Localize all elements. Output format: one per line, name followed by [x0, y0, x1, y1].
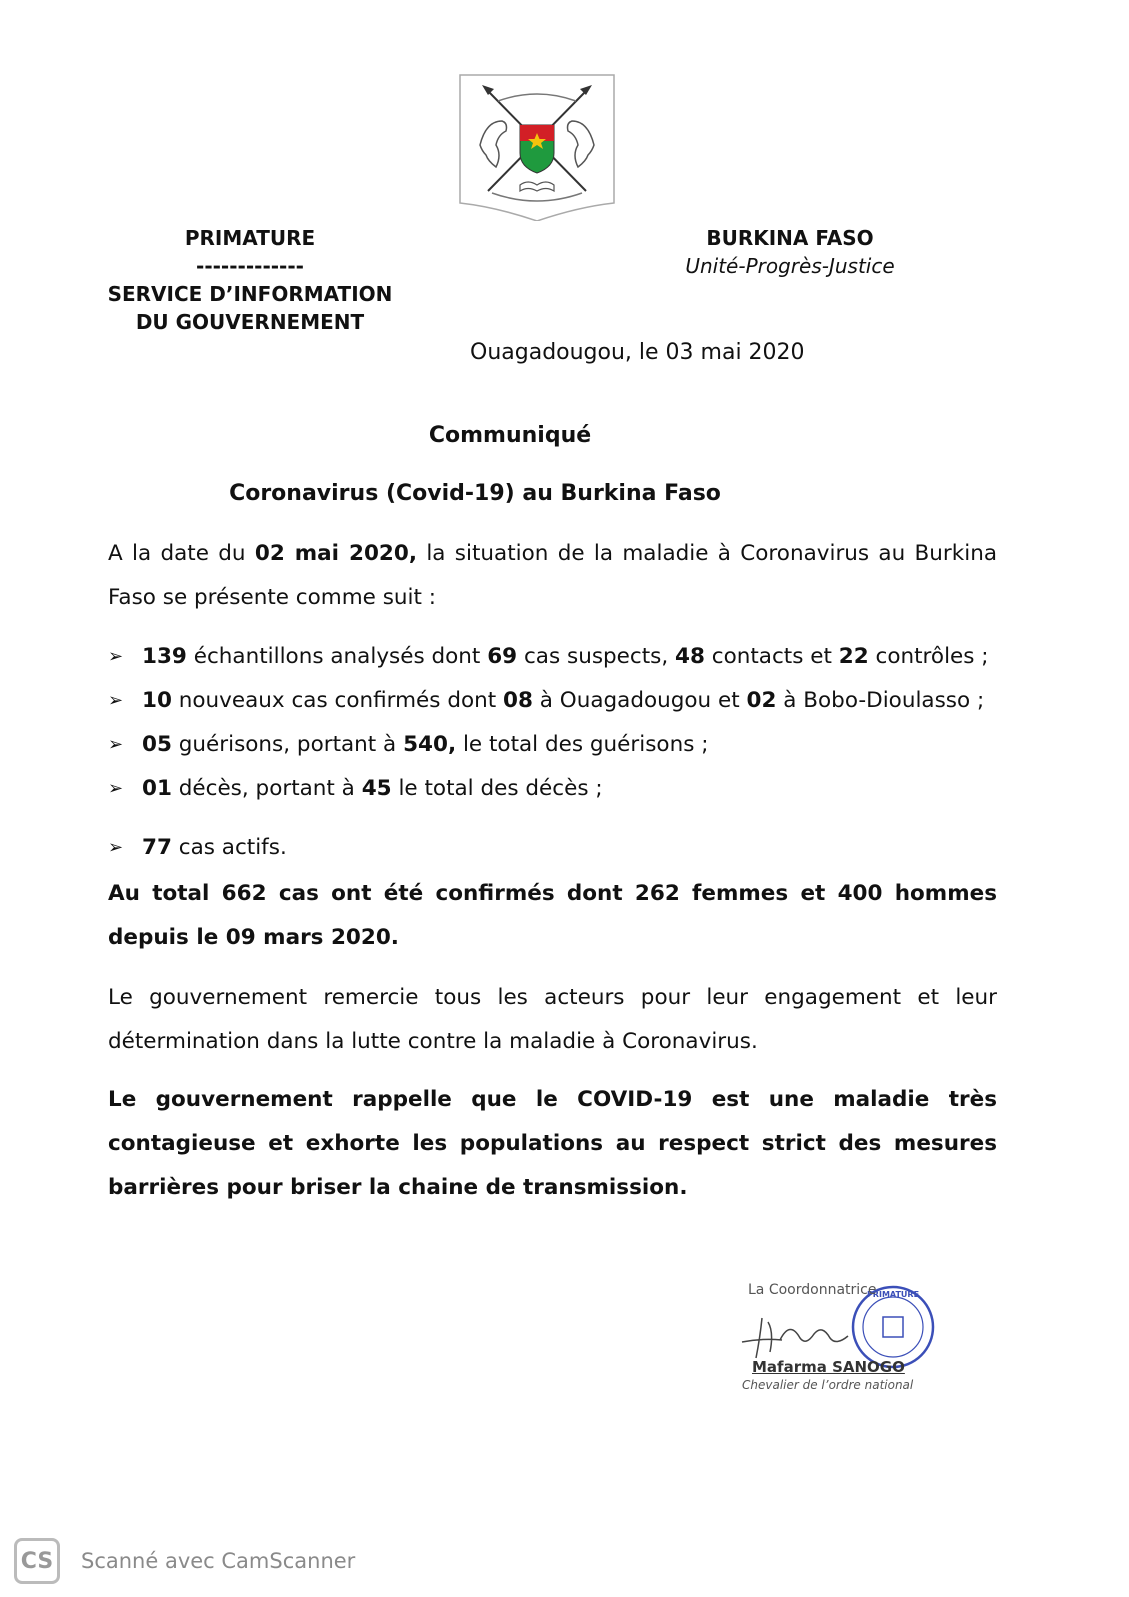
list-item: ➢ 77 cas actifs.	[108, 834, 287, 860]
handwritten-signature	[740, 1312, 890, 1362]
signatory-role: La Coordonnatrice	[748, 1282, 877, 1298]
list-item: ➢ 05 guérisons, portant à 540, le total des guérisons ;	[108, 731, 709, 757]
list-item: ➢ 139 échantillons analysés dont 69 cas suspects, 48 contacts et 22 contrôles ;	[108, 643, 989, 669]
signatory-name: Mafarma SANOGO	[752, 1358, 905, 1376]
header-left-separator: -------------	[196, 254, 304, 278]
statistics-list	[108, 634, 997, 869]
header-left-government: DU GOUVERNEMENT	[135, 310, 365, 334]
document-title: Communiqué	[428, 423, 592, 448]
stamp-text: PRIMATURE	[866, 1290, 920, 1299]
arrow-bullet-icon: ➢	[108, 733, 124, 755]
list-item: ➢ 10 nouveaux cas confirmés dont 08 à Ouagadougou et 02 à Bobo-Dioulasso ;	[108, 687, 985, 713]
camscanner-logo: CS	[14, 1538, 60, 1584]
thanks-paragraph: Le gouvernement remercie tous les acteurs pour leur engagement et leur détermination dans la lutte contre la maladie à Coronavirus.	[108, 985, 997, 1054]
header-right-country: BURKINA FASO	[706, 226, 874, 250]
camscanner-footer-text: Scanné avec CamScanner	[81, 1549, 356, 1573]
coat-of-arms-emblem	[458, 73, 616, 221]
header-left-primature: PRIMATURE	[184, 226, 316, 250]
signatory-honor: Chevalier de l’ordre national	[742, 1378, 914, 1392]
reminder-paragraph: Le gouvernement rappelle que le COVID-19 est une maladie très contagieuse et exhorte les populations au respect strict des mesures barrières pour briser la chaine de transmission.	[108, 1087, 997, 1200]
date-line: Ouagadougou, le 03 mai 2020	[470, 340, 805, 365]
intro-paragraph: A la date du 02 mai 2020, la situation de la maladie à Coronavirus au Burkina Faso se présente comme suit :	[108, 541, 997, 610]
arrow-bullet-icon: ➢	[108, 836, 124, 858]
arrow-bullet-icon: ➢	[108, 645, 124, 667]
header-left-service: SERVICE D’INFORMATION	[107, 282, 393, 306]
arrow-bullet-icon: ➢	[108, 689, 124, 711]
signature-block	[740, 1276, 950, 1396]
document-subtitle: Coronavirus (Covid-19) au Burkina Faso	[229, 481, 721, 506]
list-item: ➢ 01 décès, portant à 45 le total des décès ;	[108, 775, 603, 801]
total-paragraph: Au total 662 cas ont été confirmés dont 262 femmes et 400 hommes depuis le 09 mars 2020.	[108, 881, 997, 950]
header-right-motto: Unité-Progrès-Justice	[685, 254, 895, 278]
arrow-bullet-icon: ➢	[108, 777, 124, 799]
